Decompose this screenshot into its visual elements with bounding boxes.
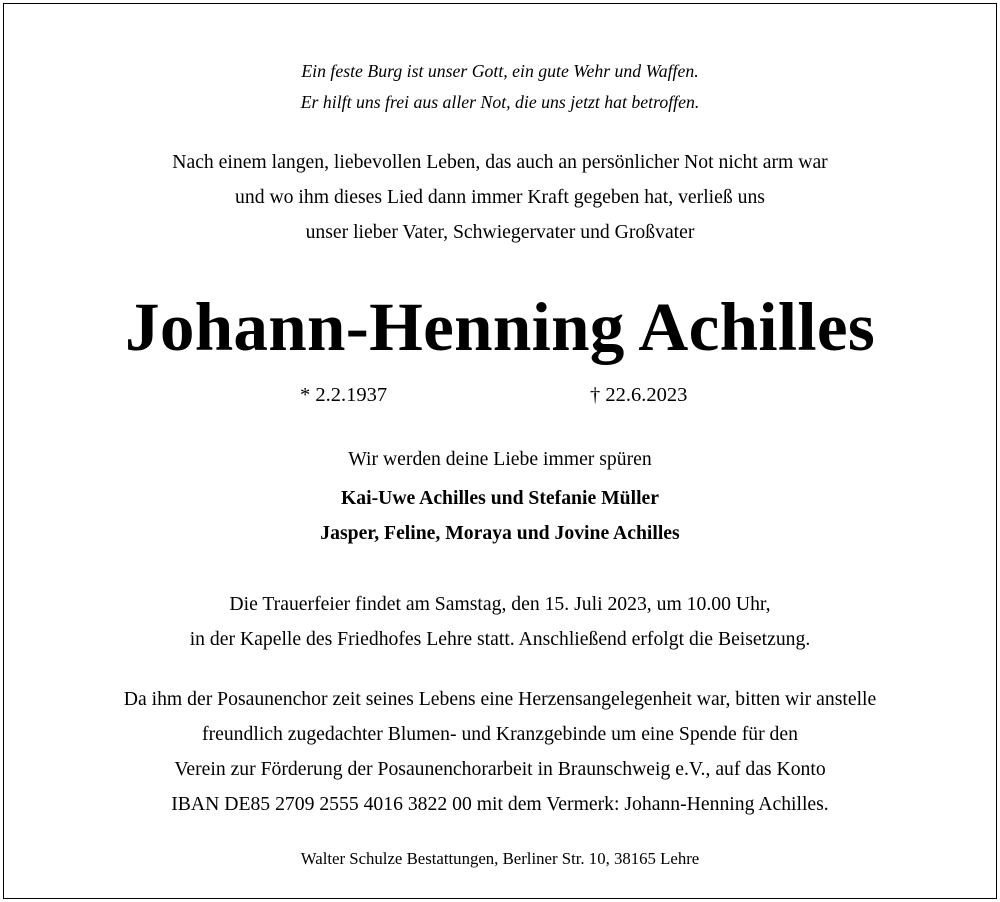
death-date: † 22.6.2023 (590, 384, 688, 406)
deceased-name: Johann-Henning Achilles (124, 288, 876, 365)
service-line-1: Die Trauerfeier findet am Samstag, den 15. Juli 2023, um 10.00 Uhr, (229, 593, 771, 615)
birth-date: * 2.2.1937 (300, 384, 388, 406)
donation-line-3: Verein zur Förderung der Posaunenchorarbeit in Braunschweig e.V., auf das Konto (174, 758, 826, 780)
mourners-line-1: Kai-Uwe Achilles und Stefanie Müller (340, 487, 659, 509)
motto-line-1: Ein feste Burg ist unser Gott, ein gute Wehr und Waffen. (301, 61, 699, 81)
farewell-line: Wir werden deine Liebe immer spüren (348, 448, 652, 470)
mourners-line-2: Jasper, Feline, Moraya und Jovine Achilles (320, 522, 680, 544)
service-line-2: in der Kapelle des Friedhofes Lehre statt. Anschließend erfolgt die Beisetzung. (189, 628, 811, 650)
donation-line-1: Da ihm der Posaunenchor zeit seines Lebens eine Herzensangelegenheit war, bitten wir anstelle (123, 688, 877, 710)
donation-line-2: freundlich zugedachter Blumen- und Kranzgebinde um eine Spende für den (202, 723, 798, 745)
funeral-home-footer: Walter Schulze Bestattungen, Berliner Str. 10, 38165 Lehre (300, 849, 700, 868)
motto-line-2: Er hilft uns frei aus aller Not, die uns jetzt hat betroffen. (300, 92, 700, 112)
donation-line-4: IBAN DE85 2709 2555 4016 3822 00 mit dem Vermerk: Johann-Henning Achilles. (171, 793, 829, 815)
intro-line-1: Nach einem langen, liebevollen Leben, das auch an persönlicher Not nicht arm war (172, 151, 828, 173)
intro-line-2: und wo ihm dieses Lied dann immer Kraft gegeben hat, verließ uns (235, 186, 765, 208)
intro-line-3: unser lieber Vater, Schwiegervater und Großvater (305, 221, 695, 243)
